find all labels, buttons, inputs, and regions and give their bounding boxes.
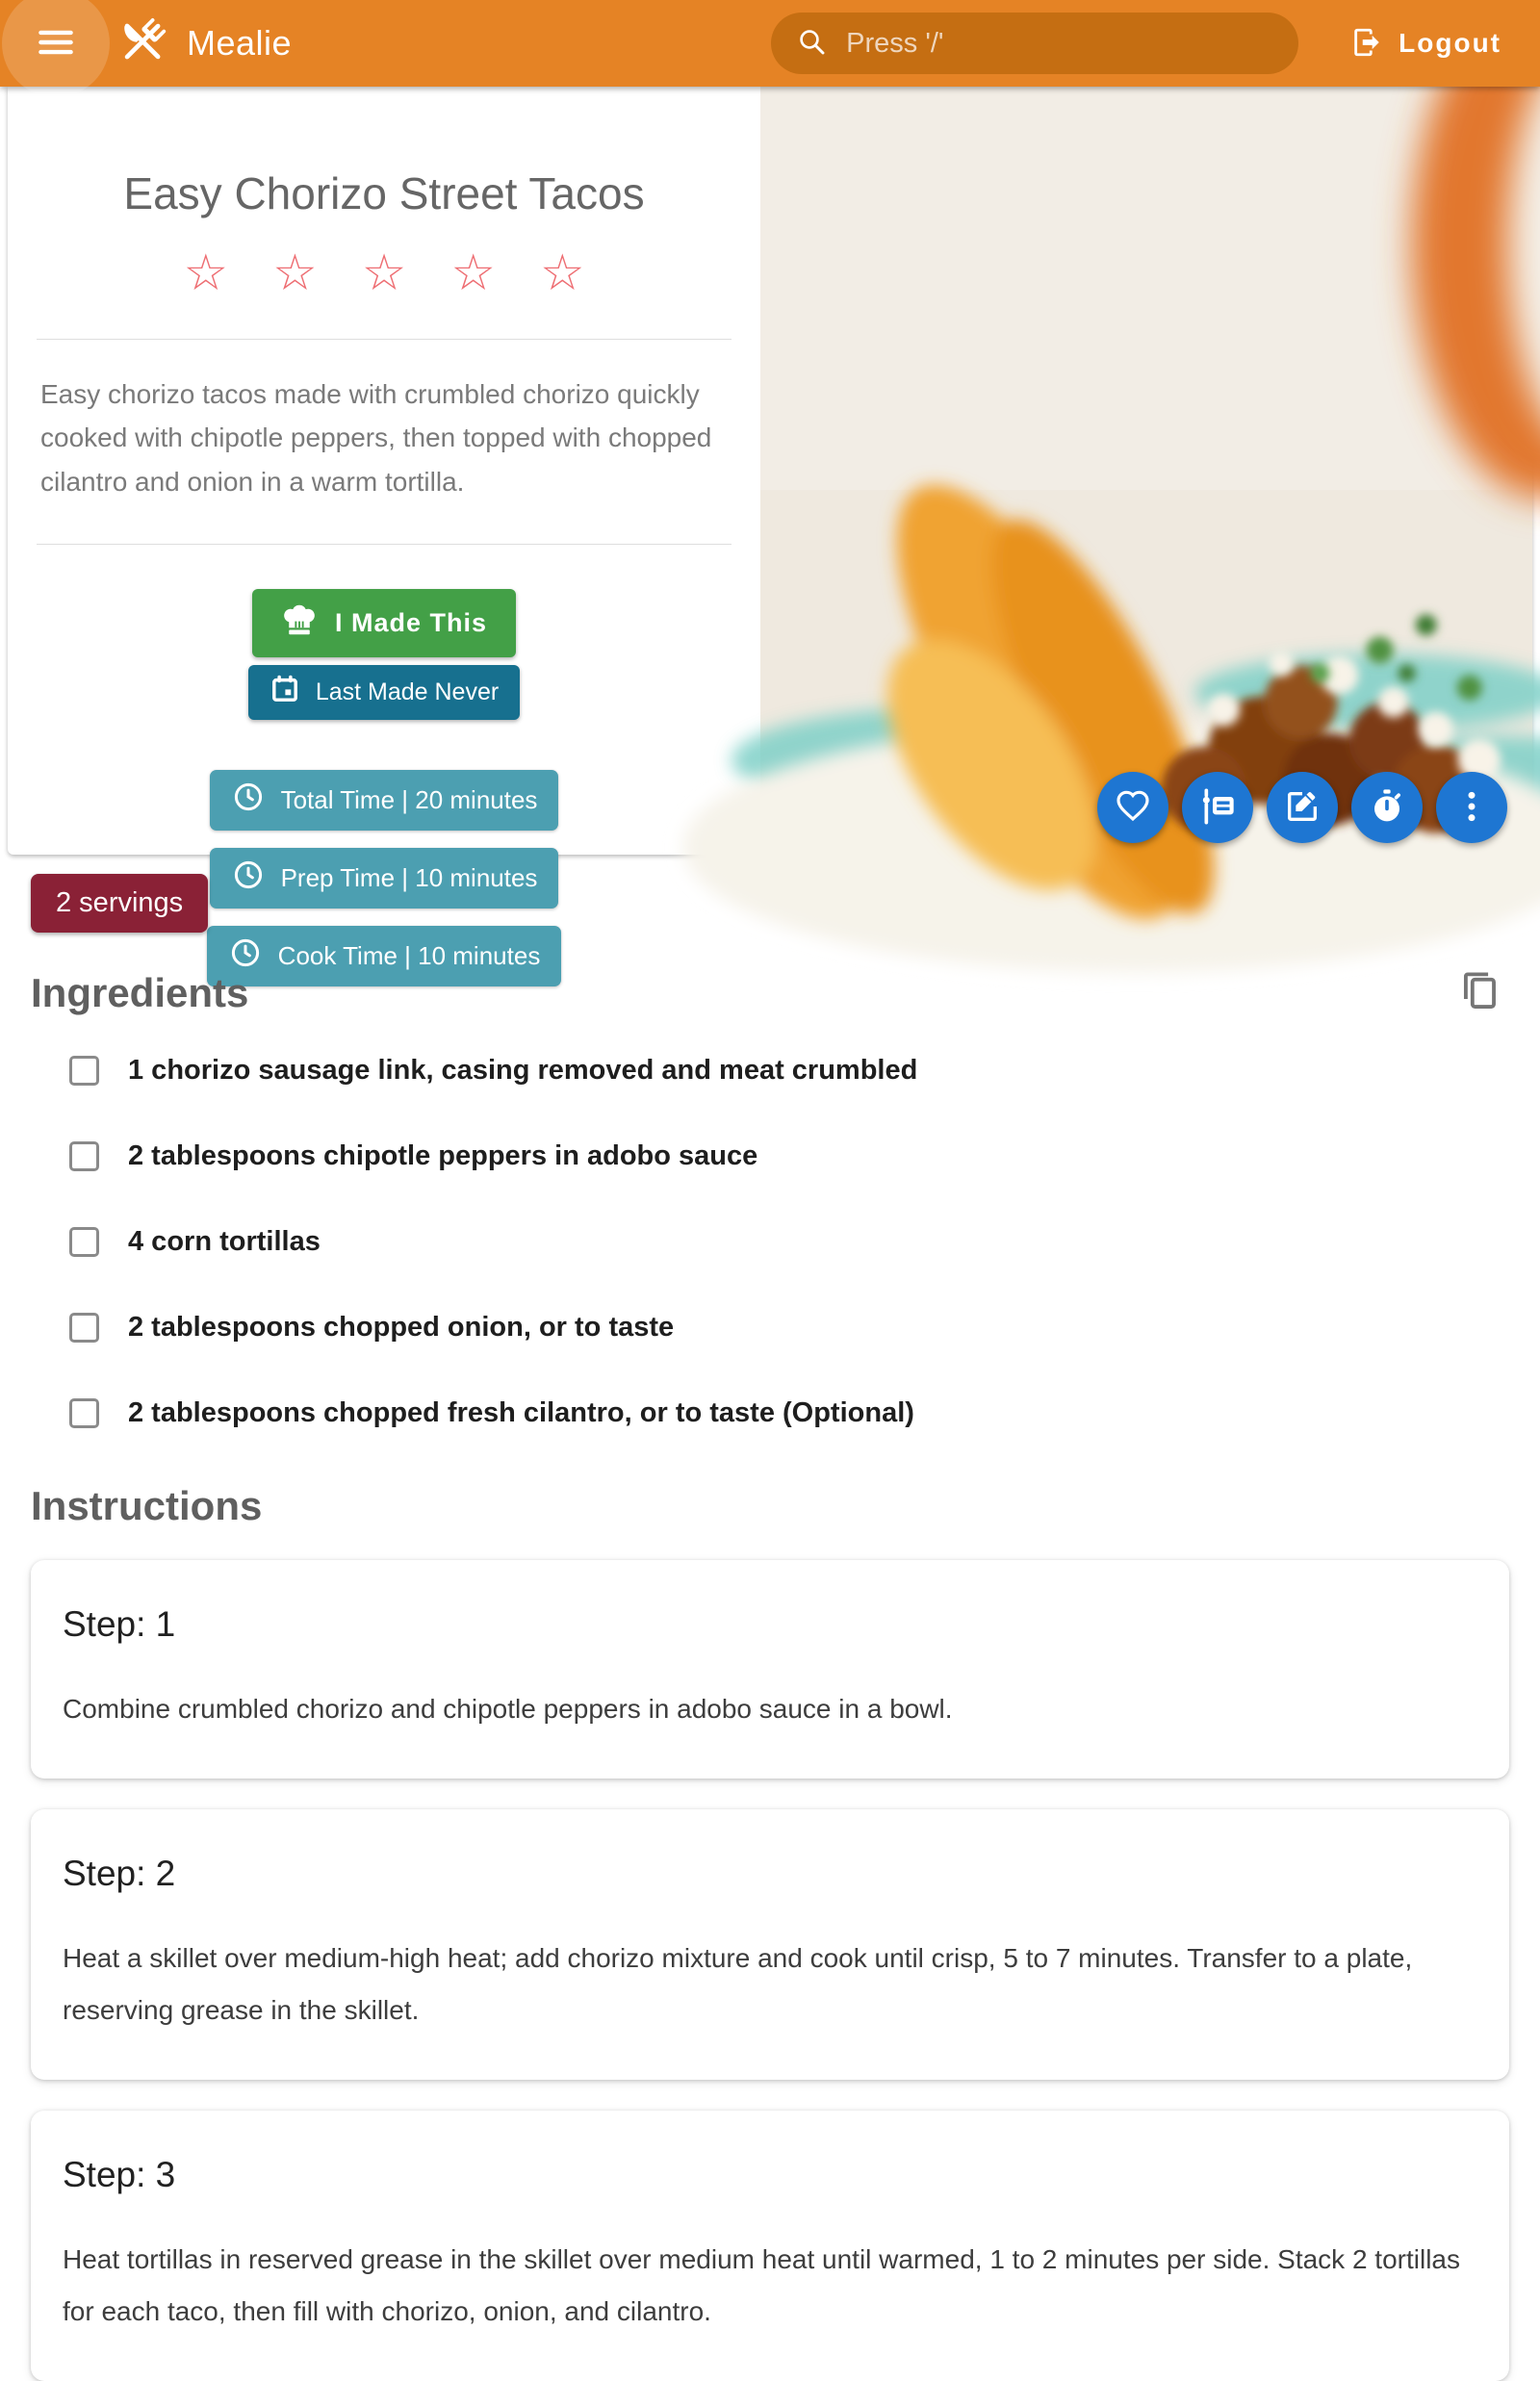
star-icon[interactable]: ☆ [540,248,585,298]
ingredient-row[interactable] [69,1312,1509,1344]
recipe-info-panel [8,87,760,855]
i-made-this-label: I Made This [335,608,487,638]
servings-badge[interactable]: 2 servings [31,874,208,933]
prep-time-label: Prep Time | 10 minutes [281,863,538,893]
clock-icon [231,780,266,821]
recipe-description: Easy chorizo tacos made with crumbled chorizo quickly cooked with chipotle peppers, then topped with chopped cilantro and onion in a warm tortilla. [40,372,728,503]
prep-time-chip [210,848,559,909]
star-icon[interactable]: ☆ [183,248,228,298]
star-icon[interactable]: ☆ [272,248,318,298]
copy-ingredients-button[interactable] [1459,969,1503,1016]
instruction-step-card[interactable] [31,1560,1509,1779]
timeline-icon [1198,787,1237,829]
ingredient-checkbox[interactable] [69,1056,99,1086]
cook-time-chip [207,926,562,986]
ingredient-checkbox[interactable] [69,1398,99,1428]
ingredient-label: 2 tablespoons chipotle peppers in adobo sauce [128,1140,757,1172]
last-made-button[interactable] [248,665,520,720]
hamburger-icon [35,21,77,66]
clock-icon [231,858,266,899]
step-text: Heat a skillet over medium-high heat; add chorizo mixture and cook until crisp, 5 to 7 minutes. Transfer to a plate, reserving grease in the skillet. [63,1933,1477,2037]
heart-icon [1114,787,1152,829]
ingredient-row[interactable] [69,1397,1509,1429]
recipe-card [8,87,1532,855]
last-made-label: Last Made Never [316,678,499,706]
step-text: Heat tortillas in reserved grease in the skillet over medium heat until warmed, 1 to 2 minutes per side. Stack 2 tortillas for each taco, then fill with chorizo, onion, and cilantro. [63,2234,1477,2339]
logout-button[interactable] [1345,25,1507,63]
app-header [0,0,1540,87]
ingredient-row[interactable] [69,1226,1509,1258]
edit-icon [1283,787,1322,829]
edit-button[interactable] [1267,772,1338,843]
cook-time-label: Cook Time | 10 minutes [278,941,541,971]
step-title: Step: 1 [63,1604,1477,1645]
timeline-button[interactable] [1182,772,1253,843]
ingredients-heading: Ingredients [31,970,248,1016]
logout-icon [1350,26,1383,62]
favorite-button[interactable] [1097,772,1168,843]
recipe-action-buttons [1097,772,1507,843]
total-time-label: Total Time | 20 minutes [281,785,538,815]
calendar-icon [270,674,300,711]
search-icon [796,26,827,62]
copy-icon [1459,1002,1503,1016]
ingredient-row[interactable] [69,1140,1509,1172]
hamburger-menu-button[interactable] [25,13,87,74]
ingredients-list [69,1055,1509,1429]
recipe-title: Easy Chorizo Street Tacos [37,167,732,219]
divider [37,339,732,340]
ingredient-label: 4 corn tortillas [128,1226,321,1258]
recipe-body [0,855,1540,2381]
ingredient-label: 1 chorizo sausage link, casing removed and meat crumbled [128,1055,917,1087]
total-time-chip [210,770,559,831]
search-bar[interactable] [771,13,1298,74]
step-title: Step: 3 [63,2155,1477,2195]
ingredient-row[interactable] [69,1055,1509,1087]
star-rating[interactable] [37,248,732,298]
timer-button[interactable] [1351,772,1423,843]
recipe-photo [760,87,1532,855]
dots-vertical-icon [1452,787,1491,829]
step-title: Step: 2 [63,1854,1477,1894]
star-icon[interactable]: ☆ [450,248,496,298]
instruction-step-card[interactable] [31,2111,1509,2381]
logout-label: Logout [1399,28,1502,59]
more-menu-button[interactable] [1436,772,1507,843]
step-text: Combine crumbled chorizo and chipotle peppers in adobo sauce in a bowl. [63,1683,1477,1736]
i-made-this-button[interactable] [252,589,516,657]
star-icon[interactable]: ☆ [362,248,407,298]
ingredient-checkbox[interactable] [69,1313,99,1343]
recipe-photo-image [760,87,1532,855]
instruction-step-card[interactable] [31,1809,1509,2080]
app-title: Mealie [187,23,292,64]
chef-hat-icon [281,602,318,645]
crossed-cutlery-icon [114,13,171,75]
search-input[interactable] [844,27,1273,61]
ingredient-label: 2 tablespoons chopped fresh cilantro, or to taste (Optional) [128,1397,914,1429]
mealie-logo[interactable] [114,13,171,75]
instructions-heading: Instructions [31,1483,1509,1529]
ingredient-label: 2 tablespoons chopped onion, or to taste [128,1312,674,1344]
ingredient-checkbox[interactable] [69,1141,99,1171]
divider [37,544,732,545]
ingredient-checkbox[interactable] [69,1227,99,1257]
stopwatch-icon [1368,787,1406,829]
